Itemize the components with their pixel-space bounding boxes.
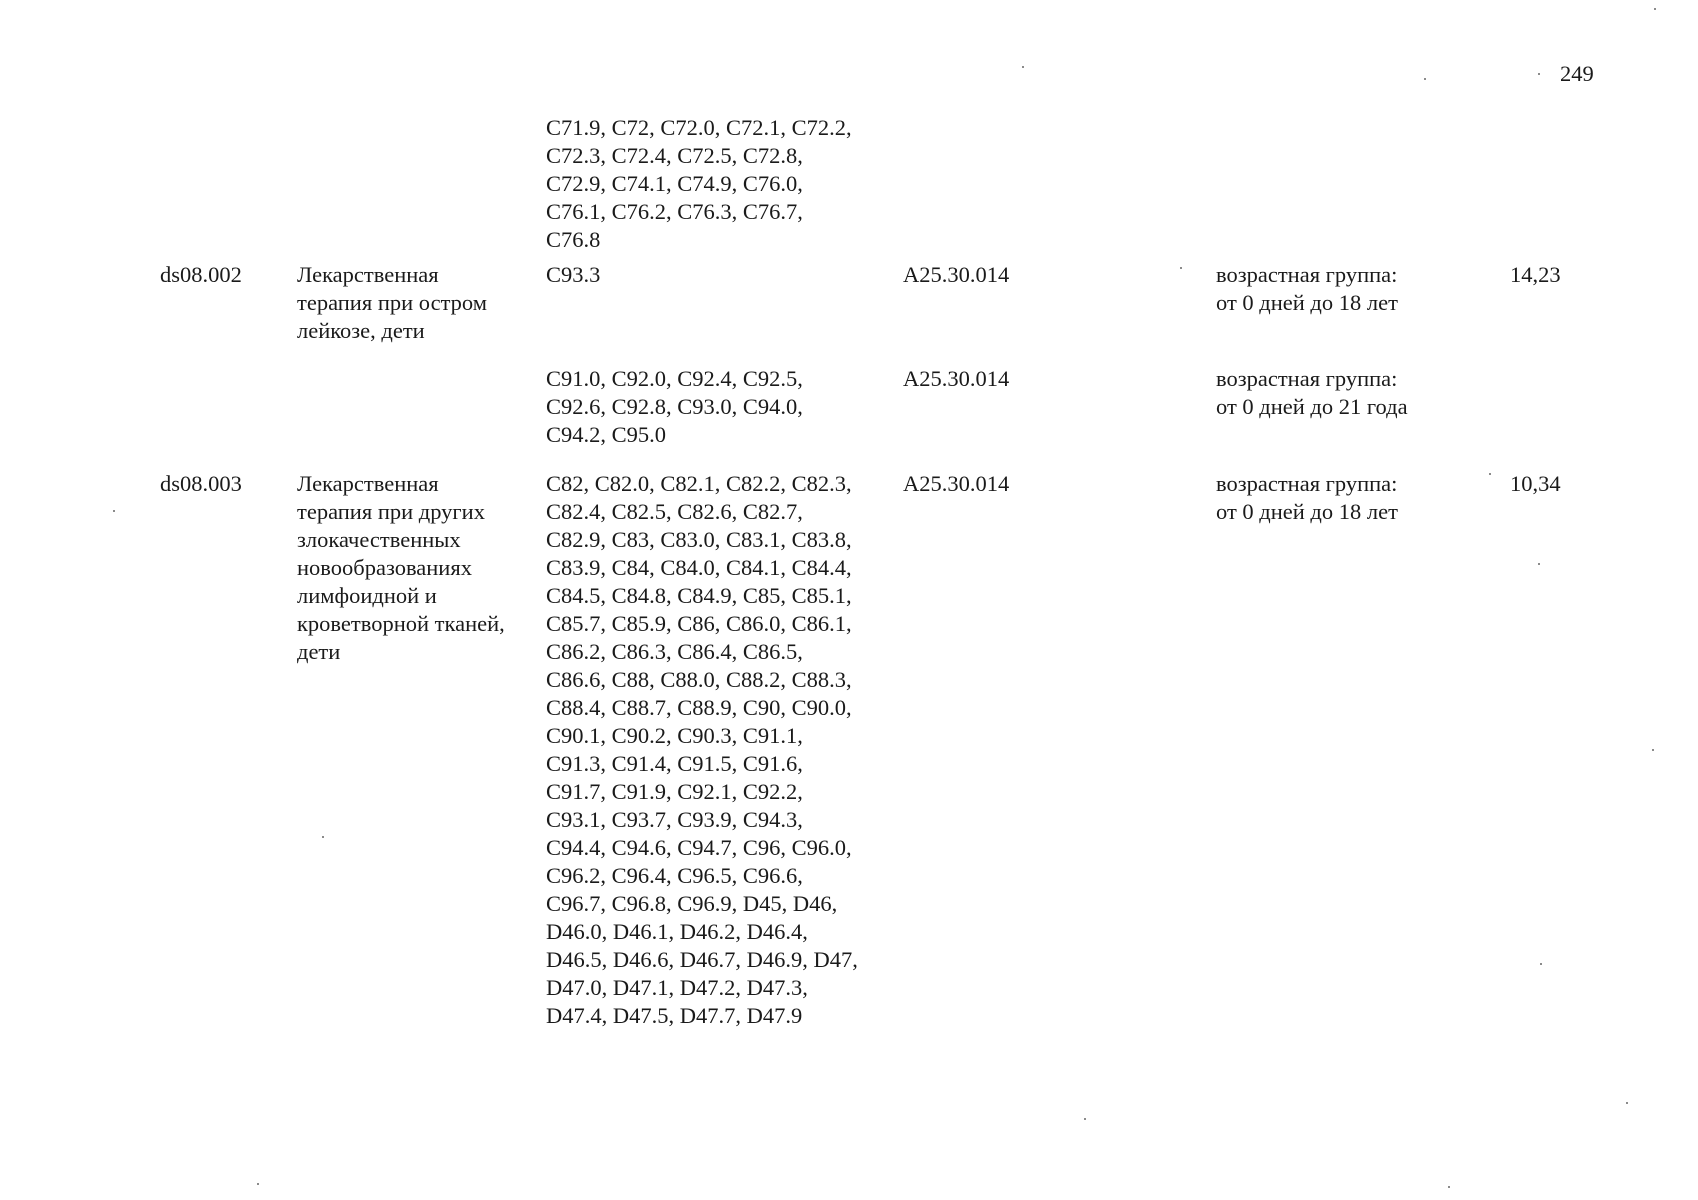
scan-speck — [1424, 78, 1426, 80]
scan-speck — [1654, 8, 1656, 10]
page-number: 249 — [1560, 61, 1594, 86]
row-mkb-codes: C93.3 — [546, 262, 601, 287]
scan-speck — [1538, 73, 1540, 75]
scan-speck — [1022, 66, 1024, 68]
row-criteria: возрастная группа: от 0 дней до 21 года — [1216, 366, 1408, 419]
row-mkb-codes: C82, C82.0, C82.1, C82.2, C82.3, C82.4, C82.5, C82.6, C82.7, C82.9, C83, C83.0, C83.1, C83.8, C83.9, C84, C84.0, C84.1, C84.4, C84.5, C84.8, C84.9, C85, C85.1, C85.7, C85.9, C86, C86.0, C86.1, C86.2, C86.3, C86.4, C86.5, C86.6, C88, C88.0, C88.2, C88.3, C88.4, C88.7, C88.9, C90, C90.0, C90.1, C90.2, C90.3, C91.1, C91.3, C91.4, C91.5, C91.6, C91.7, C91.9, C92.1, C92.2, C93.1, C93.7, C93.9, C94.3, C94.4, C94.6, C94.7, C96, C96.0, C96.2, C96.4, C96.5, C96.6, C96.7, C96.8, C96.9, D45, D46, D46.0, D46.1, D46.2, D46.4, D46.5, D46.6, D46.7, D46.9, D47, D47.0, D47.1, D47.2, D47.3, D47.4, D47.5, D47.7, D47.9 — [546, 471, 858, 1028]
row-code: ds08.002 — [160, 262, 242, 287]
row-service-code: A25.30.014 — [903, 471, 1010, 496]
scan-speck — [1084, 1118, 1086, 1120]
scan-speck — [1626, 1102, 1628, 1104]
continuation-mkb-codes: C71.9, C72, C72.0, C72.1, C72.2, C72.3, C72.4, C72.5, C72.8, C72.9, C74.1, C74.9, C76.0, C76.1, C76.2, C76.3, C76.7, C76.8 — [546, 115, 852, 252]
row-coefficient: 14,23 — [1510, 262, 1561, 287]
row-code: ds08.003 — [160, 471, 242, 496]
scan-speck — [1652, 749, 1654, 751]
row-service-code: A25.30.014 — [903, 262, 1010, 287]
scan-speck — [257, 1183, 259, 1185]
row-service-code: A25.30.014 — [903, 366, 1010, 391]
row-name: Лекарственная терапия при остром лейкозе, дети — [297, 262, 487, 343]
scan-speck — [1448, 1186, 1450, 1188]
scan-speck — [113, 510, 115, 512]
scan-speck — [1540, 963, 1542, 965]
scan-speck — [322, 836, 324, 838]
scan-speck — [1489, 473, 1491, 475]
row-criteria: возрастная группа: от 0 дней до 18 лет — [1216, 262, 1398, 315]
row-criteria: возрастная группа: от 0 дней до 18 лет — [1216, 471, 1398, 524]
scan-speck — [1180, 267, 1182, 269]
row-coefficient: 10,34 — [1510, 471, 1561, 496]
row-name: Лекарственная терапия при других злокачественных новообразованиях лимфоидной и кроветворной тканей, дети — [297, 471, 505, 664]
scan-speck — [1538, 563, 1540, 565]
row-mkb-codes: C91.0, C92.0, C92.4, C92.5, C92.6, C92.8, C93.0, C94.0, C94.2, C95.0 — [546, 366, 803, 447]
